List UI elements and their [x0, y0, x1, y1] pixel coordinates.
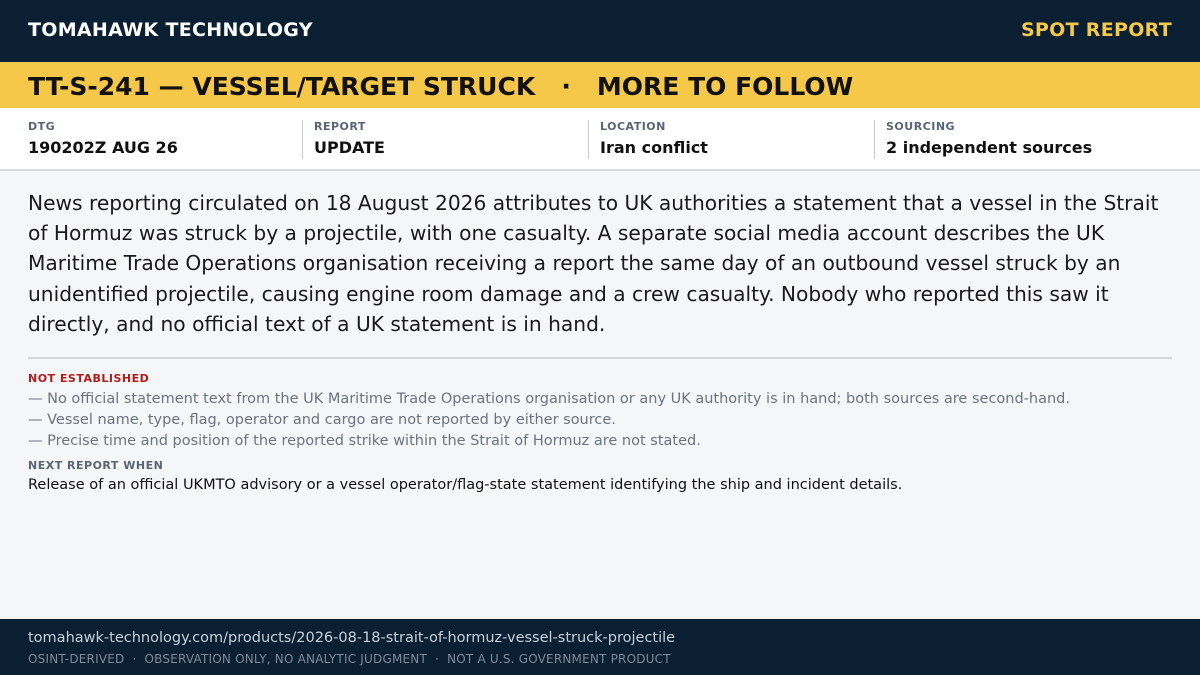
- meta-sourcing: [874, 120, 1092, 159]
- meta-report: [302, 120, 385, 159]
- meta-value: 2 independent sources: [886, 138, 1093, 157]
- footer: [0, 619, 1200, 675]
- meta-value: UPDATE: [314, 138, 385, 157]
- meta-label: SOURCING: [886, 120, 956, 133]
- brand-name: TOMAHAWK TECHNOLOGY: [28, 19, 313, 41]
- meta-dtg: [28, 120, 178, 159]
- report-body: News reporting circulated on 18 August 2026 attributes to UK authorities a statement that a vessel in the Strait of Hormuz was struck by a projectile, with one casualty. A separate social media account describes the UK Maritime Trade Operations organisation receiving a report the same day of an outbound vessel struck by an unidentified projectile, causing engine room damage and a crew casualty. Nobody who reported this saw it directly, and no official text of a UK statement is in hand.: [28, 191, 1159, 336]
- not-established-item: — Vessel name, type, flag, operator and cargo are not reported by either source.: [28, 412, 616, 428]
- metadata-row: [0, 108, 1200, 171]
- top-bar: [0, 0, 1200, 62]
- meta-label: REPORT: [314, 120, 366, 133]
- meta-label: DTG: [28, 120, 56, 133]
- not-established-label: NOT ESTABLISHED: [28, 372, 150, 385]
- headline-bar: [0, 62, 1200, 108]
- footer-disclaimer: OSINT-DERIVED · OBSERVATION ONLY, NO ANALYTIC JUDGMENT · NOT A U.S. GOVERNMENT PRODUCT: [28, 652, 671, 666]
- meta-value: Iran conflict: [600, 138, 708, 157]
- document-type: SPOT REPORT: [1020, 19, 1172, 41]
- not-established-list: [28, 389, 1070, 452]
- not-established-item: — Precise time and position of the reported strike within the Strait of Hormuz are not stated.: [28, 433, 701, 449]
- section-divider: [28, 357, 1172, 359]
- next-report-value: Release of an official UKMTO advisory or a vessel operator/flag-state statement identifying the ship and incident details.: [28, 477, 903, 493]
- footer-url[interactable]: tomahawk-technology.com/products/2026-08-18-strait-of-hormuz-vessel-struck-projectile: [28, 630, 676, 646]
- not-established-item: — No official statement text from the UK Maritime Trade Operations organisation or any UK authority is in hand; both sources are second-hand.: [28, 391, 1070, 407]
- report-headline: TT-S-241 — VESSEL/TARGET STRUCK · MORE TO FOLLOW: [28, 72, 854, 101]
- next-report-label: NEXT REPORT WHEN: [28, 459, 164, 472]
- meta-label: LOCATION: [600, 120, 666, 133]
- meta-location: [588, 120, 708, 159]
- meta-value: 190202Z AUG 26: [28, 138, 178, 157]
